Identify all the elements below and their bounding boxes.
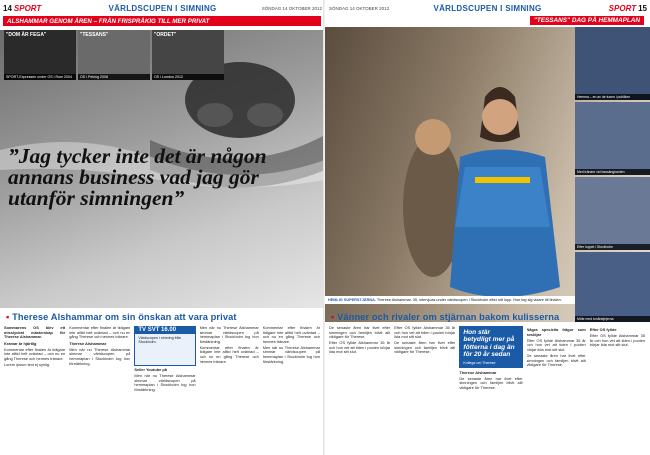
issue-date: SÖNDAG 14 OKTOBER 2012: [261, 5, 322, 11]
kicker-bar: ALSHAMMAR GENOM ÅREN – FRÅN FRISPRÅKIG TILL MER PRIVAT: [3, 16, 321, 26]
side-photo-1: Hemma – en av de tusen i publiken: [575, 27, 650, 100]
right-page: [325, 0, 650, 455]
thumbnail-strip: [4, 30, 224, 80]
page-number: 15: [638, 3, 647, 13]
column-2: Kommentar efter finalen är tidigare inte alltid helt oväntad – och nu en gång Therese och hennes tränare. Therese Alshammar Men när nu Therese Alshammar simmar världscupen på hemmaplan i Stockholm tog hon förstärkning.: [69, 326, 131, 366]
thumbnail-2004: "DOM ÄR FEGA" SPORT-Expressen under OS i Rom 2004: [4, 30, 76, 80]
issue-date: SÖNDAG 14 OKTOBER 2012: [329, 5, 390, 11]
section-brand: SPORT: [608, 3, 637, 13]
headline-quote: ”Jag tycker inte det är någon annans business vad jag gör utanför simningen”: [8, 144, 267, 210]
thumbnail-2012: "ORDET" OS i London 2012: [152, 30, 224, 80]
tv-info-box: TV SVT 16.00 Värdscupen i simning från Stockholm.: [134, 326, 195, 366]
section-brand: SPORT: [13, 3, 42, 13]
right-running-head: [325, 2, 650, 14]
tag-tessans-dag: "TESSANS" DAG PÅ HEMMAPLAN: [530, 16, 644, 25]
column-4: Några speciella frågor som avslöjar Efter OS fyllde Alshammar 35 år och hon vet att tiden i poolen börjar lida mot sitt slut. De senaste åren har livet efter simningen och familjen blivit allt viktigare för Therese.: [526, 327, 586, 368]
right-body-columns: [329, 326, 645, 452]
column-1: De senaste åren har livet efter simningen och familjen blivit allt viktigare för Therese. Efter OS fyllde Alshammar 35 år och hon vet att tiden i poolen börjar lida mot sitt slut.: [329, 326, 391, 355]
column-5: Kommentar efter finalen är tidigare inte alltid helt oväntad – och nu en gång Therese och hennes tränare. Men när nu Therese Alshammar simmar världscupen på hemmaplan i Stockholm tog hon förstärkning.: [262, 326, 320, 364]
pull-quote: Hon stär betydligt mer på fötterna i dag än för 20 år sedan Kollega om Therese: [459, 326, 522, 368]
left-body-columns: [4, 326, 320, 452]
column-4: Men när nu Therese Alshammar simmar världscupen på hemmaplan i Stockholm tog hon förstärkning. Kommentar efter finalen är tidigare inte alltid helt oväntad – och nu en gång Therese och hennes tränare.: [199, 326, 259, 364]
deck-headline: ▪ Therese Alshammar om sin önskan att vara privat: [6, 312, 237, 322]
column-5: Efter OS fyllde Efter OS fyllde Alshammar 35 år och hon vet att tiden i poolen börjar lida mot sitt slut.: [589, 327, 645, 348]
hero-photo-caption: HEMLIG SUPERSTJÄRNA. Therese Alshammar, 35, intervjuas under världscupen i Stockholm efter sitt lopp. Hon tog sig vidare till finalen.: [325, 296, 575, 304]
deck-headline: ▪ Vänner och rivaler om stjärnan bakom kulisserna: [331, 312, 560, 322]
column-2: Efter OS fyllde Alshammar 35 år och hon vet att tiden i poolen börjar lida mot sitt slut. De senaste åren har livet efter simningen och familjen blivit allt viktigare för Therese.: [394, 326, 456, 355]
thumbnail-2008: "TESSANS" OS i Peking 2008: [78, 30, 150, 80]
side-photo-stack: [575, 27, 650, 322]
side-photo-2: Med tränare vid bassängkanten: [575, 102, 650, 175]
left-running-head: [0, 2, 325, 14]
side-photo-3: Efter loppet i Stockholm: [575, 177, 650, 250]
column-1: Sommarens OS blev ett misslyckat mästerskap för Therese Alshammar. Kramar är hjärtlig Kommentar efter finalen är tidigare inte alltid helt oväntad – och nu en gång Therese och hennes tränare. Lorem ipsum text ej synlig.: [4, 326, 66, 368]
column-3: TV SVT 16.00 Värdscupen i simning från Stockholm. Seller Youtube på Men när nu Therese Alshammar simmar världscupen på hemmaplan i Stockholm tog hon förstärkning.: [134, 327, 196, 392]
section-title: VÄRLDSCUPEN I SIMNING: [108, 3, 217, 13]
page-number: 14: [3, 3, 12, 13]
side-photo-4: Möte med tonårstjejerna: [575, 252, 650, 322]
column-3: Hon stär betydligt mer på fötterna i dag än för 20 år sedan Kollega om Therese Therese Alshammar De senaste åren har livet efter simningen och familjen blivit allt viktigare för Therese.: [459, 326, 522, 452]
section-title: VÄRLDSCUPEN I SIMNING: [433, 3, 542, 13]
